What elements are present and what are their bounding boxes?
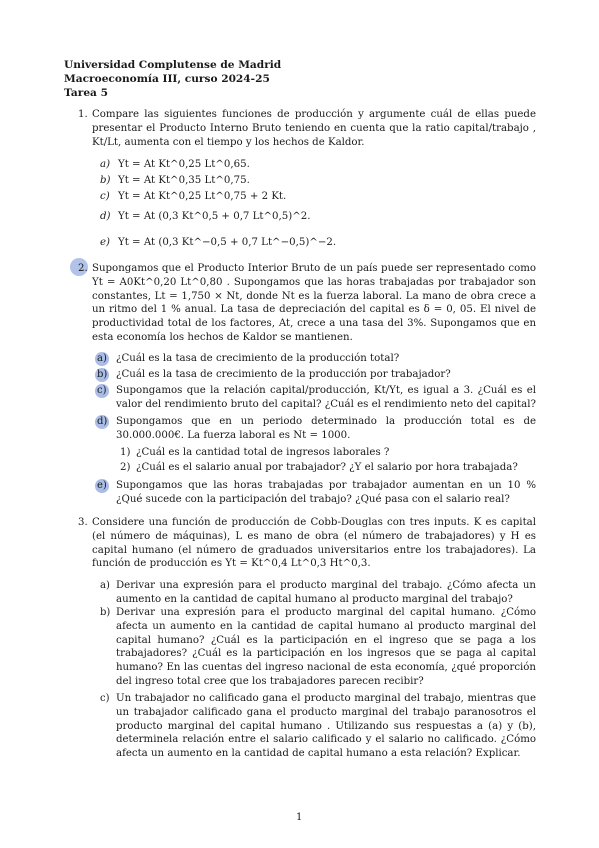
question-2-text: Supongamos que el Producto Interior Bruto de un país puede ser representado como Yt = A0Kt^0,20 Lt^0,80 . Supongamos que las horas trabajadas por trabajador son constantes, Lt = 1,750 × Nt, donde Nt es la fuerza laboral. La mano de obra crece a un ritmo del 1 % anual. La tasa de depreciación del capital es δ = 0, 05. El nivel de productividad total de los factores, At, crece a una tasa del 3%. Supongamos que en esta economía los hechos de Kaldor se mantienen. [92, 263, 536, 343]
option-formula: Yt = At Kt^0,25 Lt^0,75 + 2 Kt. [118, 191, 287, 202]
task-title: Tarea 5 [64, 87, 108, 99]
option-label: e) [100, 237, 111, 248]
q2-item-c-label: c) [97, 385, 107, 396]
q3-item-a-label: a) [100, 580, 110, 591]
option-label: d) [100, 211, 111, 222]
q2-sub-2-label: 2) [120, 462, 131, 473]
q3-item-b-text: Derivar una expresión para el producto marginal del capital humano. ¿Cómo afecta un aumento en la cantidad de capital humano al producto marginal del capital humano? ¿Cuál es la participación en el ingreso que se paga a los trabajadores? ¿Cuál es la participación en los ingresos que se paga al capital humano? En las cuentas del ingreso nacional de esta economía, ¿qué proporción del ingreso total cree que los trabajadores parecen recibir? [116, 607, 536, 687]
q1-option-c [100, 190, 286, 204]
q2-item-a-label: a) [97, 353, 107, 364]
q2-item-c-text: Supongamos que la relación capital/producción, Kt/Yt, es igual a 3. ¿Cuál es el valor del rendimiento bruto del capital? ¿Cuál es el rendimiento neto del capital? [116, 385, 536, 410]
page-number: 1 [296, 812, 303, 823]
q2-item-d-label: d) [97, 416, 108, 427]
q2-sub-1-label: 1) [120, 447, 131, 458]
option-label: a) [100, 159, 111, 170]
q3-item-a-text: Derivar una expresión para el producto marginal del trabajo. ¿Cómo afecta un aumento en la cantidad de capital humano al producto marginal del trabajo? [116, 580, 536, 605]
q3-item-b-label: b) [100, 607, 111, 618]
option-formula: Yt = At (0,3 Kt^−0,5 + 0,7 Lt^−0,5)^−2. [118, 237, 337, 248]
option-label: b) [100, 175, 111, 186]
q1-option-b [100, 174, 250, 188]
document-header [64, 58, 281, 100]
q2-item-b-label: b) [97, 369, 108, 380]
question-1-text: Compare las siguientes funciones de producción y argumente cuál de ellas puede presentar el Producto Interno Bruto teniendo en cuenta que la ratio capital/trabajo , Kt/Lt, aumenta con el tiempo y los hechos de Kaldor. [92, 109, 536, 148]
option-formula: Yt = At Kt^0,35 Lt^0,75. [118, 175, 250, 186]
option-label: c) [100, 191, 110, 202]
course-name: Macroeconomía III, curso 2024-25 [64, 73, 270, 85]
q1-option-a [100, 158, 250, 172]
q2-sub-2-text: ¿Cuál es el salario anual por trabajador? ¿Y el salario por hora trabajada? [136, 462, 518, 473]
university-name: Universidad Complutense de Madrid [64, 59, 282, 71]
option-formula: Yt = At Kt^0,25 Lt^0,65. [118, 159, 250, 170]
q3-item-c-text: Un trabajador no calificado gana el producto marginal del trabajo, mientras que un trabajador calificado gana el producto marginal del trabajo paranosotros el producto marginal del capital humano . Utilizando sus respuestas a (a) y (b), determinela relación entre el salario calificado y el salario no calificado. ¿Cómo afecta un aumento en la cantidad de capital humano a esta relación? Explicar. [116, 693, 536, 760]
option-formula: Yt = At (0,3 Kt^0,5 + 0,7 Lt^0,5)^2. [118, 211, 311, 222]
q2-item-d-text: Supongamos que en un periodo determinado la producción total es de 30.000.000€. La fuerza laboral es Nt = 1000. [116, 416, 536, 441]
question-2-number: 2. [78, 263, 88, 274]
q2-item-b-text: ¿Cuál es la tasa de crecimiento de la producción por trabajador? [116, 369, 451, 380]
q2-item-e-label: e) [97, 480, 107, 491]
q2-item-e-text: Supongamos que las horas trabajadas por trabajador aumentan en un 10 % ¿Qué sucede con la participación del trabajo? ¿Qué pasa con el salario real? [116, 480, 536, 505]
q3-item-c-label: c) [100, 693, 110, 704]
q1-option-e [100, 236, 336, 250]
question-1-number: 1. [78, 109, 88, 120]
q2-sub-1-text: ¿Cuál es la cantidad total de ingresos laborales ? [136, 447, 390, 458]
q1-option-d [100, 210, 310, 224]
q2-item-a-text: ¿Cuál es la tasa de crecimiento de la producción total? [116, 353, 400, 364]
question-3-number: 3. [78, 517, 88, 528]
question-3-text: Considere una función de producción de Cobb-Douglas con tres inputs. K es capital (el número de máquinas), L es mano de obra (el número de trabajadores) y H es capital humano (el número de graduados universitarios entre los trabajadores). La función de producción es Yt = Kt^0,4 Lt^0,3 Ht^0,3. [92, 517, 536, 570]
